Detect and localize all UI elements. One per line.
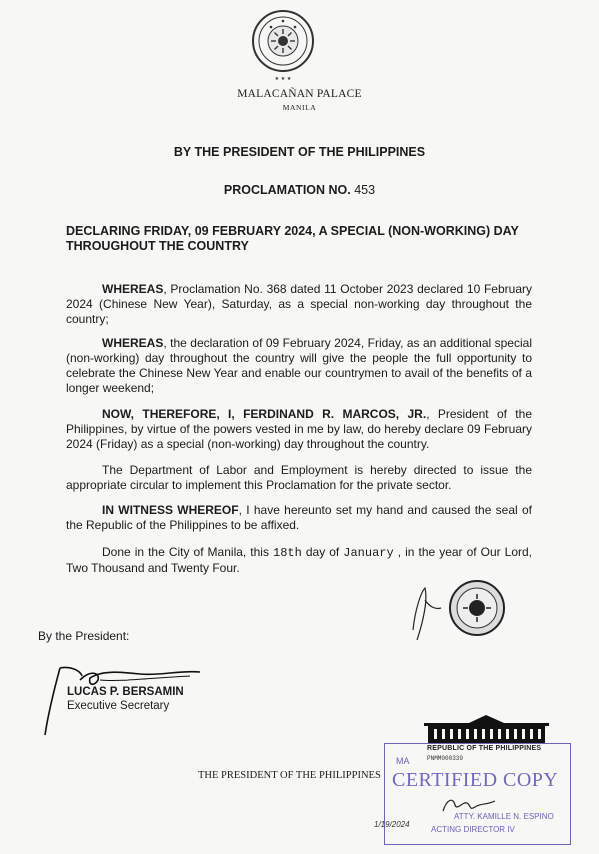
republic-seal-icon xyxy=(450,581,504,635)
paragraph-text: , Proclamation No. 368 dated 11 October 2023 declared 10 February 2024 (Chinese New Year), Saturday, as a special non-working day throughout the country; xyxy=(66,282,532,326)
proclamation-heading xyxy=(0,183,599,197)
city-name: MANILA xyxy=(282,103,317,112)
paragraph-dole-directive xyxy=(66,463,532,493)
paragraph-now-therefore xyxy=(66,407,532,452)
paragraph-lead: WHEREAS xyxy=(102,336,164,350)
by-president-heading: BY THE PRESIDENT OF THE PHILIPPINES xyxy=(173,145,426,159)
paragraph-text: , I have hereunto set my hand and caused the seal of the Republic of the Philippines to be affixed. xyxy=(66,503,532,532)
paragraph-in-witness xyxy=(66,503,532,533)
stamp-ma-text: MA xyxy=(396,756,410,766)
proclamation-title: DECLARING FRIDAY, 09 FEBRUARY 2024, A SPECIAL (NON-WORKING) DAY THROUGHOUT THE COUNTRY xyxy=(66,224,519,253)
signing-day: 18th xyxy=(273,546,302,560)
paragraph-text: , the declaration of 09 February 2024, Friday, as an additional special (non-working) day throughout the country will give the people the full opportunity to celebrate the Chinese New Year and enable our countrymen to avail of the benefits of a longer weekend; xyxy=(66,336,532,395)
signing-month: January xyxy=(343,546,394,560)
president-signature-seal xyxy=(395,570,525,670)
proclamation-number: 453 xyxy=(354,183,376,197)
stamp-republic-text: REPUBLIC OF THE PHILIPPINES xyxy=(427,745,542,752)
presidential-seal-icon xyxy=(238,5,328,85)
malacanang-building-icon xyxy=(424,715,549,745)
stamp-attorney-name: ATTY. KAMILLE N. ESPINO xyxy=(454,812,554,821)
stamp-handwritten-date: 1/19/2024 xyxy=(374,820,410,829)
paragraph-lead: IN WITNESS WHEREOF xyxy=(102,503,239,517)
paragraph-text: , President of the Philippines, by virtue of the powers vested in me by law, do hereby declare 09 February 2024 (Friday) as a special (non-working) day throughout the country. xyxy=(66,407,532,451)
paragraph-whereas-1 xyxy=(66,282,532,327)
secretary-name: LUCAS P. BERSAMIN xyxy=(67,686,184,698)
footer-president-line: THE PRESIDENT OF THE PHILIPPINES xyxy=(198,770,381,781)
stamp-director-title: ACTING DIRECTOR IV xyxy=(431,825,515,834)
secretary-title: Executive Secretary xyxy=(67,700,170,712)
svg-text:★ ★ ★: ★ ★ ★ xyxy=(274,76,292,82)
by-the-president-label: By the President: xyxy=(38,629,130,643)
paragraph-text: day of xyxy=(301,545,344,559)
proclamation-label: PROCLAMATION NO. xyxy=(223,183,351,197)
certified-copy-stamp xyxy=(374,715,574,845)
paragraph-lead: WHEREAS xyxy=(102,282,164,296)
paragraph-text: , in the year of Our Lord, Two Thousand and Twenty Four. xyxy=(66,545,533,575)
president-signature-icon xyxy=(413,588,441,640)
certified-copy-text: CERTIFIED COPY xyxy=(392,769,559,791)
paragraph-text: Done in the City of Manila, this xyxy=(102,545,273,559)
palace-name: MALACAÑAN PALACE xyxy=(237,88,362,100)
paragraph-whereas-2 xyxy=(66,336,532,396)
paragraph-text: The Department of Labor and Employment is hereby directed to issue the appropriate circular to implement this Proclamation for the private sector. xyxy=(66,463,532,492)
paragraph-lead: NOW, THEREFORE, I, FERDINAND R. MARCOS, JR. xyxy=(102,407,427,421)
stamp-code: PNMM000339 xyxy=(427,755,464,762)
